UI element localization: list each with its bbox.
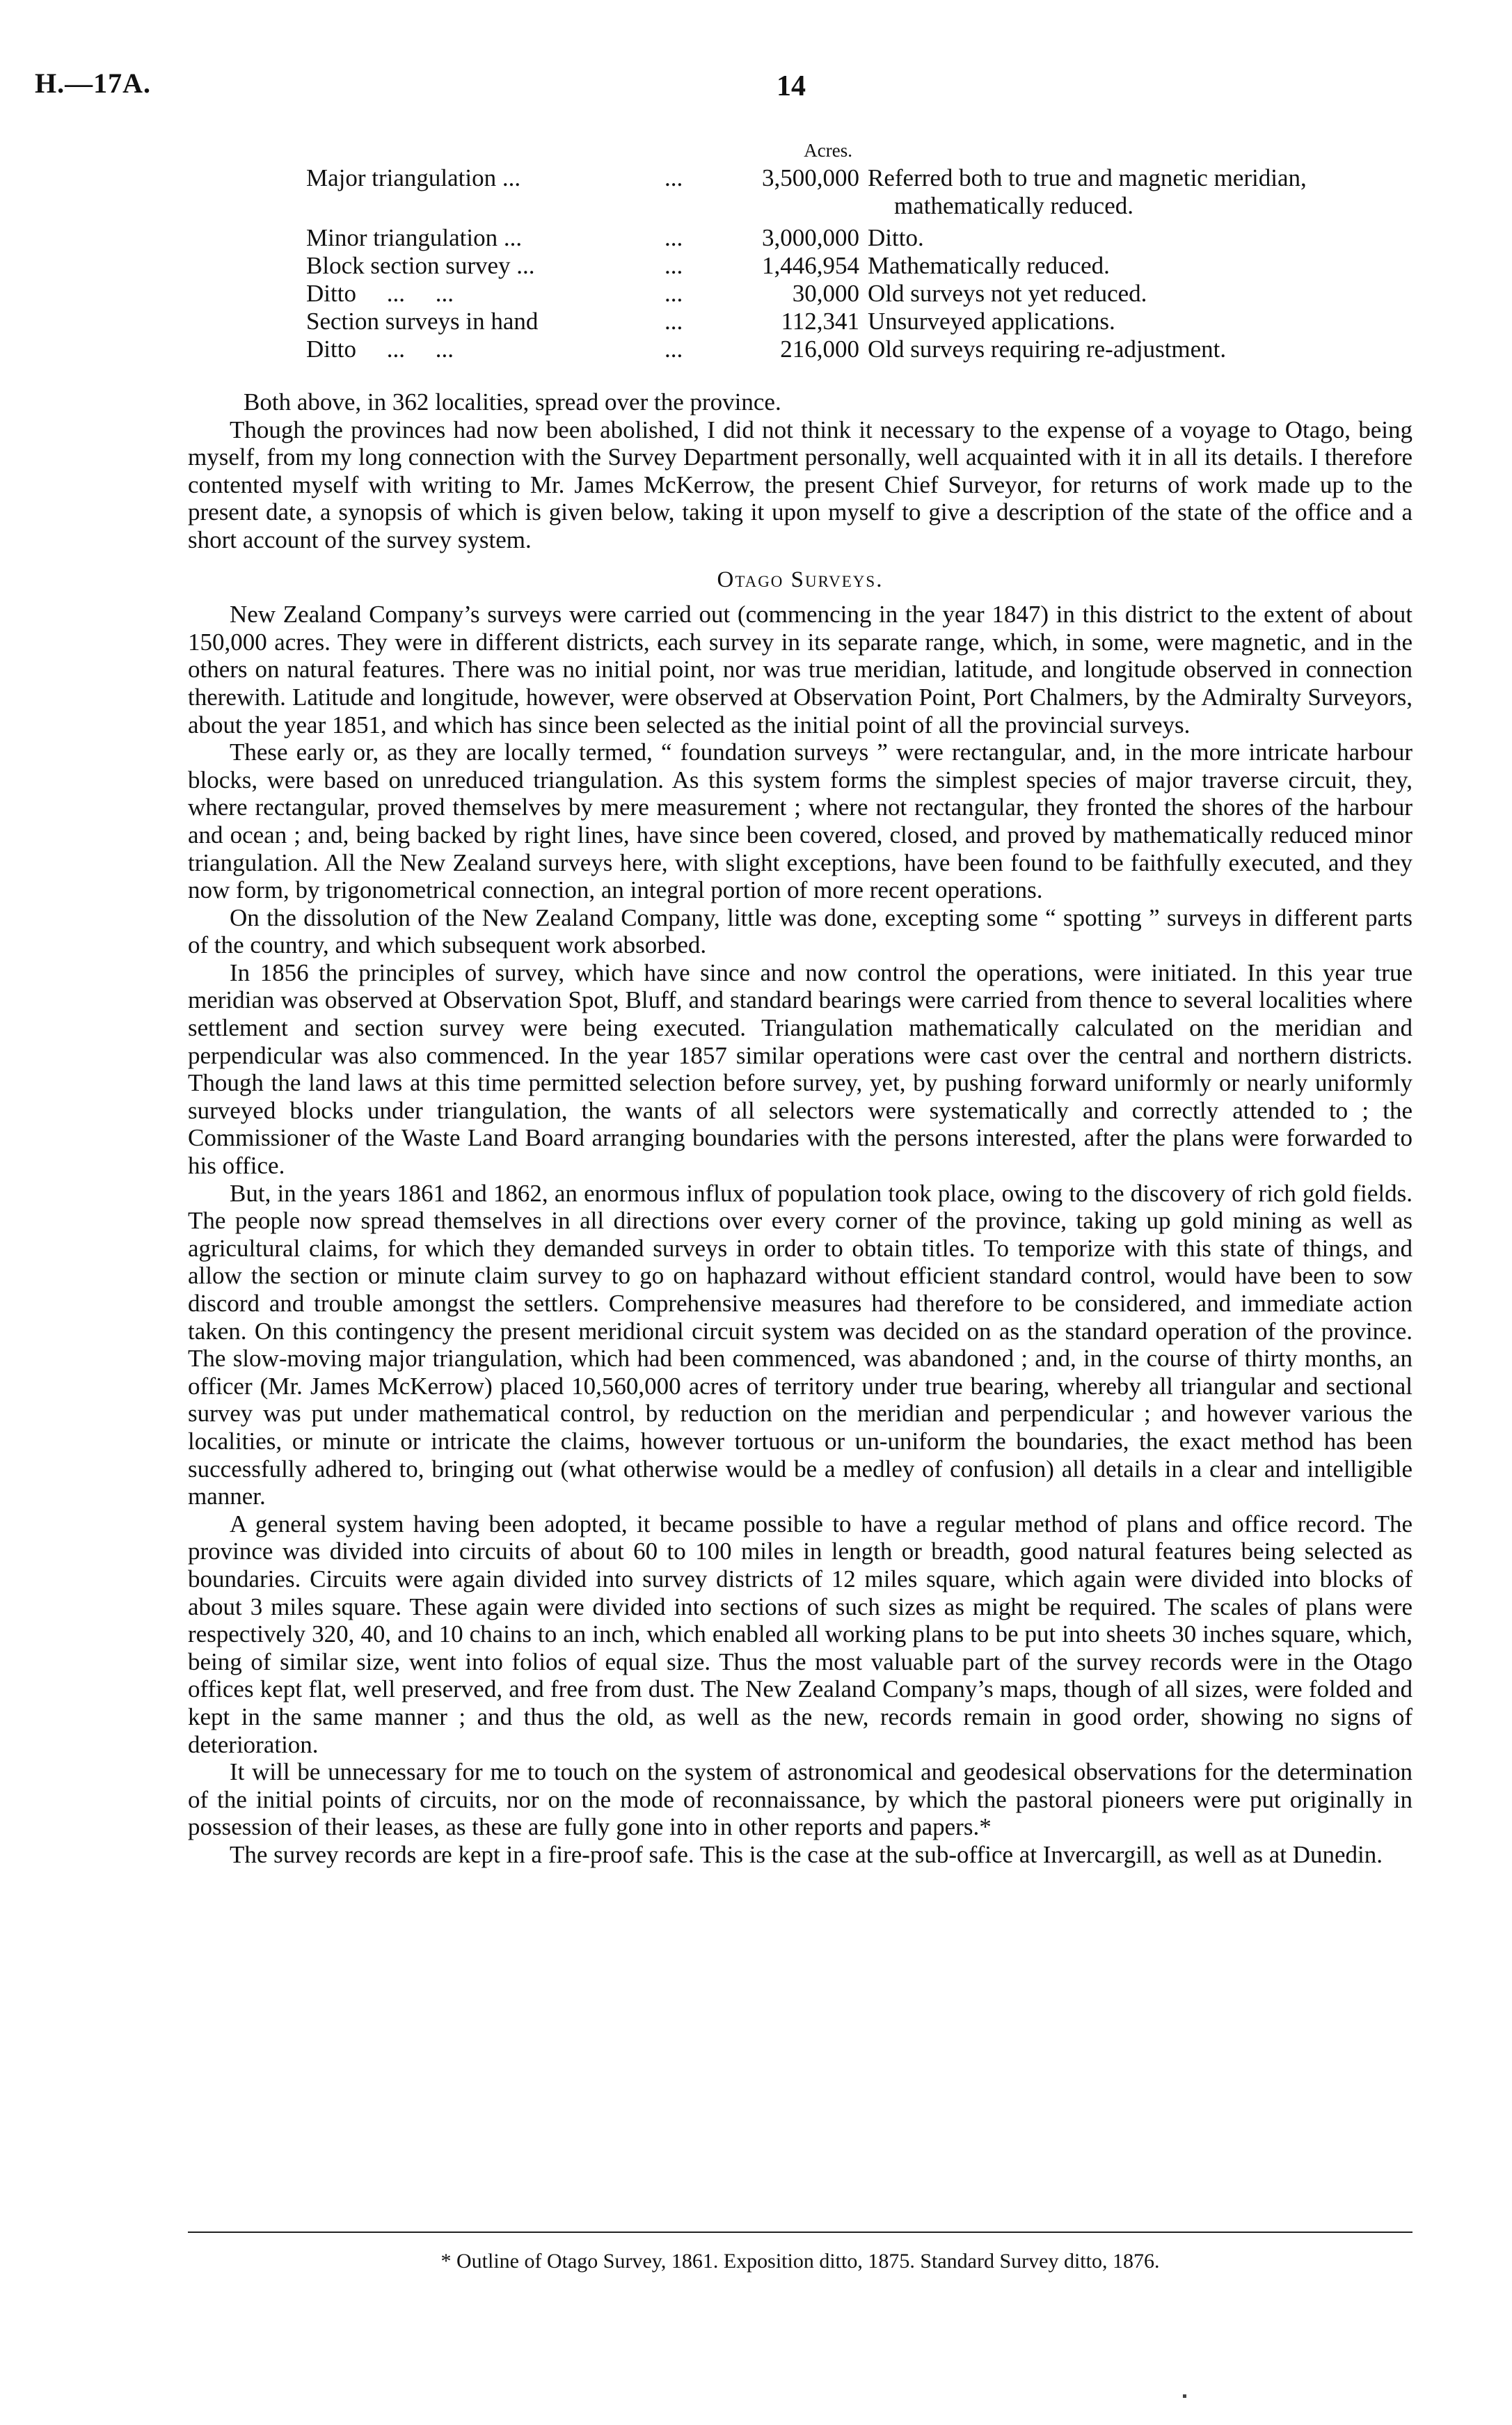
- paragraph: But, in the years 1861 and 1862, an enormous influx of population took place, owing to the discovery of rich gold fields. The people now spread themselves in all directions over every corner of the province, taking up gold mining as well as agricultural claims, for which they demanded surveys in order to obtain titles. To temporize with this state of things, and allow the section or minute claim survey to go on haphazard without efficient standard control, would have been to sow discord and trouble amongst the settlers. Comprehensive measures had therefore to be considered, and immediate action taken. On this contingency the present meridional circuit system was decided on as the standard operation of the province. The slow-moving major triangulation, which had been commenced, was abandoned ; and, in the course of thirty months, an officer (Mr. James McKerrow) placed 10,560,000 acres of territory under true bearing, whereby all triangular and sectional survey was put under mathematical control, by reduction on the meridian and perpendicular ; and however various the localities, or minute or intricate the claims, however tortuous or un-uniform the boundaries, the exact method has been successfully adhered to, bringing out (what otherwise would be a medley of confusion) all details in a clear and intelligible manner.: [188, 1179, 1412, 1510]
- paragraph: In 1856 the principles of survey, which have since and now control the operations, were initiated. In this year true meridian was observed at Observation Spot, Bluff, and standard bearings were carried from thence to several localities where settlement and section survey were being executed. Triangulation mathematically calculated on the meridian and perpendicular was also commenced. In the year 1857 similar operations were cast over the central and northern districts. Though the land laws at this time permitted selection before survey, yet, by pushing forward uniformly or nearly uniformly surveyed blocks under triangulation, the wants of all selectors were systematically and correctly attended to ; the Commissioner of the Waste Land Board arranging boundaries with the persons interested, after the plans were forwarded to his office.: [188, 958, 1412, 1180]
- section-heading: Otago Surveys.: [717, 567, 884, 592]
- row-acres: 3,000,000: [762, 224, 859, 251]
- row-remark: Referred both to true and magnetic meridian,: [868, 164, 1307, 191]
- row-label: Minor triangulation ...: [306, 224, 523, 251]
- document-reference: H.—17A.: [35, 68, 151, 99]
- table-row: [296, 280, 1493, 308]
- table-row: [296, 164, 1493, 192]
- row-remark: Old surveys not yet reduced.: [868, 280, 1147, 307]
- row-label: Major triangulation ...: [306, 164, 521, 191]
- table-row-continuation: [296, 192, 1493, 220]
- row-leader-dots: ...: [665, 280, 683, 307]
- row-leader-dots: ...: [665, 224, 683, 251]
- page-number: 14: [777, 70, 806, 102]
- body-text: [188, 388, 1412, 1868]
- footnote: * Outline of Otago Survey, 1861. Exposition ditto, 1875. Standard Survey ditto, 1876.: [440, 2250, 1160, 2273]
- row-remark-continuation: mathematically reduced.: [894, 192, 1134, 219]
- paragraph: These early or, as they are locally termed, “ foundation surveys ” were rectangular, and, in the more intricate harbour blocks, were based on unreduced triangulation. As this system forms the simplest species of major traverse circuit, they, where rectangular, proved themselves by mere measurement ; where not rectangular, they fronted the shores of the harbour and ocean ; and, being backed by right lines, have since been covered, closed, and proved by mathematically reduced minor triangulation. All the New Zealand surveys here, with slight exceptions, have been found to be faithfully executed, and they now form, by trigonometrical connection, an integral portion of more recent operations.: [188, 738, 1412, 904]
- footnote-divider: [188, 2232, 1412, 2233]
- row-acres: 112,341: [781, 308, 859, 335]
- table-row: [296, 252, 1493, 280]
- row-acres: 216,000: [780, 335, 859, 363]
- row-acres: 3,500,000: [762, 164, 859, 191]
- row-label: Ditto ... ...: [306, 335, 454, 363]
- row-leader-dots: ...: [665, 164, 683, 191]
- units-header: Acres.: [804, 140, 852, 161]
- paragraph: New Zealand Company’s surveys were carried out (commencing in the year 1847) in this district to the extent of about 150,000 acres. They were in different districts, each survey in its separate range, which, in some, were magnetic, and in the others on natural features. There was no initial point, nor was true meridian, latitude, and longitude observed in connection therewith. Latitude and longitude, however, were observed at Observation Point, Port Chalmers, by the Admiralty Surveyors, about the year 1851, and which has since been selected as the initial point of all the provincial surveys.: [188, 601, 1412, 738]
- row-leader-dots: ...: [665, 335, 683, 363]
- paragraph: On the dissolution of the New Zealand Company, little was done, excepting some “ spotting ” surveys in different parts of the country, and which subsequent work absorbed.: [188, 903, 1412, 959]
- print-speck: [1183, 2394, 1186, 2398]
- row-remark: Mathematically reduced.: [868, 252, 1110, 279]
- row-acres: 1,446,954: [762, 252, 859, 279]
- row-remark: Old surveys requiring re-adjustment.: [868, 335, 1227, 363]
- row-label: Section surveys in hand: [306, 308, 539, 335]
- table-row: [296, 308, 1493, 335]
- paragraph: The survey records are kept in a fire-proof safe. This is the case at the sub-office at Invercargill, as well as at Dunedin.: [230, 1840, 1383, 1868]
- row-label: Ditto ... ...: [306, 280, 454, 307]
- row-leader-dots: ...: [665, 252, 683, 279]
- paragraph: It will be unnecessary for me to touch on the system of astronomical and geodesical observations for the determination of the initial points of circuits, nor on the mode of reconnaissance, by which the pastoral pioneers were put originally in possession of their leases, as these are fully gone into in other reports and papers.*: [188, 1758, 1412, 1841]
- row-remark: Unsurveyed applications.: [868, 308, 1115, 335]
- row-acres: 30,000: [792, 280, 859, 307]
- row-label: Block section survey ...: [306, 252, 535, 279]
- table-row: [296, 224, 1493, 252]
- paragraph: Both above, in 362 localities, spread over the province.: [244, 388, 781, 416]
- table-row: [296, 335, 1493, 363]
- row-leader-dots: ...: [665, 308, 683, 335]
- paragraph: Though the provinces had now been abolished, I did not think it necessary to the expense of a voyage to Otago, being myself, from my long connection with the Survey Department personally, well acquainted with it in all its details. I therefore contented myself with writing to Mr. James McKerrow, the present Chief Surveyor, for returns of work made up to the present date, a synopsis of which is given below, taking it upon myself to give a description of the state of the office and a short account of the survey system.: [188, 416, 1412, 553]
- paragraph: A general system having been adopted, it became possible to have a regular method of plans and office record. The province was divided into circuits of about 60 to 100 miles in length or breadth, good natural features being selected as boundaries. Circuits were again divided into survey districts of 12 miles square, which again were divided into blocks of about 3 miles square. These again were divided into sections of such sizes as might be required. The scales of plans were respectively 320, 40, and 10 chains to an inch, which enabled all working plans to be put into sheets 30 inches square, which, being of similar size, went into folios of equal size. Thus the most valuable part of the survey records were in the Otago offices kept flat, well preserved, and free from dust. The New Zealand Company’s maps, though of all sizes, were folded and kept in the same manner ; and thus the old, as well as the new, records remain in good order, showing no signs of deterioration.: [188, 1510, 1412, 1758]
- row-remark: Ditto.: [868, 224, 924, 251]
